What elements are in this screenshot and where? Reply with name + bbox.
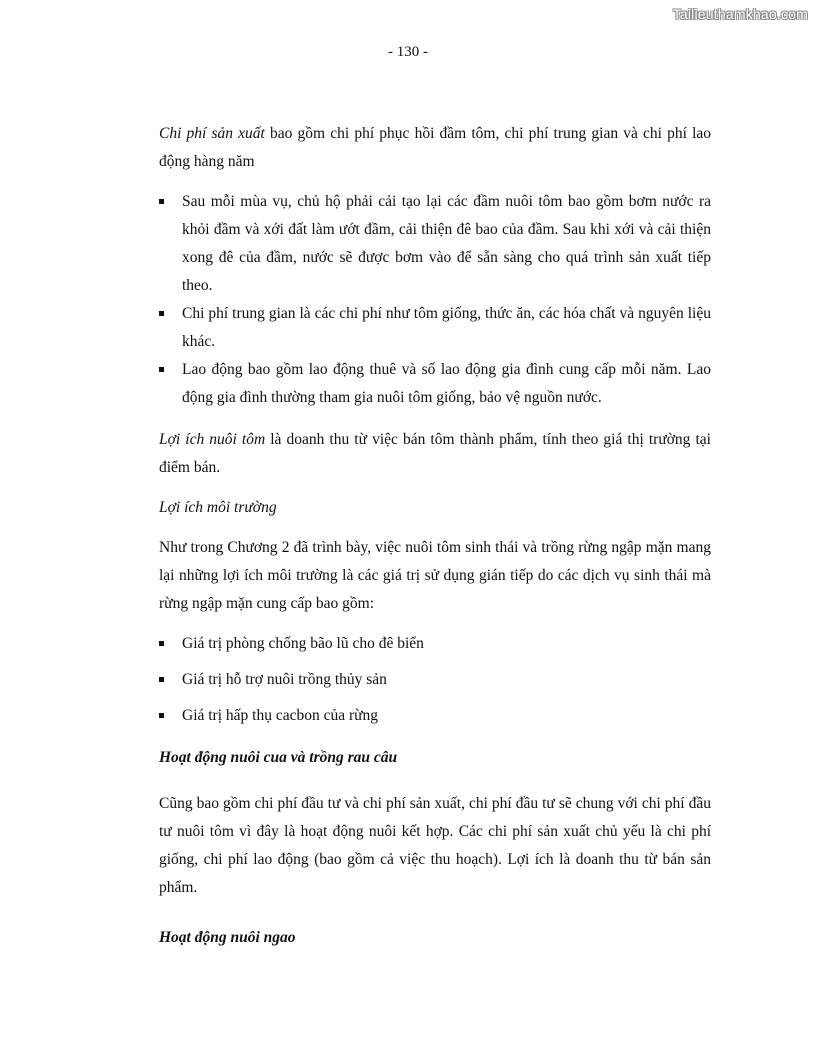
bullet-icon: [159, 677, 164, 682]
shrimp-benefit-text: là doanh thu từ việc bán tôm thành phẩm, tính theo giá thị trường tại điểm bán.: [159, 431, 711, 476]
clam-heading: Hoạt động nuôi ngao: [159, 929, 296, 946]
production-cost-paragraph: [159, 120, 711, 176]
list-item: [159, 300, 711, 356]
list-item-text: Giá trị phòng chống bão lũ cho đê biển: [182, 635, 424, 652]
list-item-text: Lao động bao gồm lao động thuê và số lao động gia đình cung cấp mỗi năm. Lao động gia đình thường tham gia nuôi tôm giống, bảo vệ nguồn nước.: [182, 361, 711, 406]
list-item: [159, 356, 711, 412]
shrimp-benefit-term: Lợi ích nuôi tôm: [159, 431, 266, 448]
list-item: [159, 666, 711, 694]
environment-list: [159, 630, 711, 730]
production-cost-list: [159, 188, 711, 412]
list-item-text: Chi phí trung gian là các chi phí như tôm giống, thức ăn, các hóa chất và nguyên liệu khác.: [182, 305, 711, 350]
shrimp-benefit-paragraph: [159, 426, 711, 482]
document-body: [159, 120, 711, 970]
bullet-icon: [159, 641, 164, 646]
bullet-icon: [159, 713, 164, 718]
list-item: [159, 702, 711, 730]
page-number: - 130 -: [388, 44, 428, 60]
bullet-icon: [159, 311, 164, 316]
bullet-icon: [159, 367, 164, 372]
list-item: [159, 188, 711, 300]
list-item-text: Giá trị hấp thụ cacbon của rừng: [182, 707, 379, 724]
crab-seaweed-heading: Hoạt động nuôi cua và trồng rau câu: [159, 749, 398, 766]
list-item-text: Giá trị hỗ trợ nuôi trồng thủy sản: [182, 671, 387, 688]
environment-subheading: [159, 494, 711, 522]
bullet-icon: [159, 199, 164, 204]
environment-paragraph: Như trong Chương 2 đã trình bày, việc nuôi tôm sinh thái và trồng rừng ngập mặn mang lại những lợi ích môi trường là các giá trị sử dụng gián tiếp do các dịch vụ sinh thái mà rừng ngập mặn cung cấp bao gồm:: [159, 539, 711, 612]
watermark: Tailieuthamkhao.com: [672, 6, 808, 22]
production-cost-term: Chi phí sản xuất: [159, 125, 265, 142]
production-cost-text: bao gồm chi phí phục hồi đầm tôm, chi phí trung gian và chi phí lao động hàng năm: [159, 125, 711, 170]
list-item-text: Sau mỗi mùa vụ, chủ hộ phải cải tạo lại các đầm nuôi tôm bao gồm bơm nước ra khỏi đầm và xới đất làm ướt đầm, cải thiện đê bao của đầm. Sau khi xới và cải thiện xong đê của đầm, nước sẽ được bơm vào để sẵn sàng cho quá trình sản xuất tiếp theo.: [182, 193, 711, 294]
environment-subheading-text: Lợi ích môi trường: [159, 499, 277, 516]
crab-seaweed-paragraph: Cũng bao gồm chi phí đầu tư và chi phí sản xuất, chi phí đầu tư sẽ chung với chi phí đầu tư nuôi tôm vì đây là hoạt động nuôi kết hợp. Các chi phí sản xuất chủ yếu là chi phí giống, chi phí lao động (bao gồm cả việc thu hoạch). Lợi ích là doanh thu từ bán sản phẩm.: [159, 795, 711, 896]
list-item: [159, 630, 711, 658]
